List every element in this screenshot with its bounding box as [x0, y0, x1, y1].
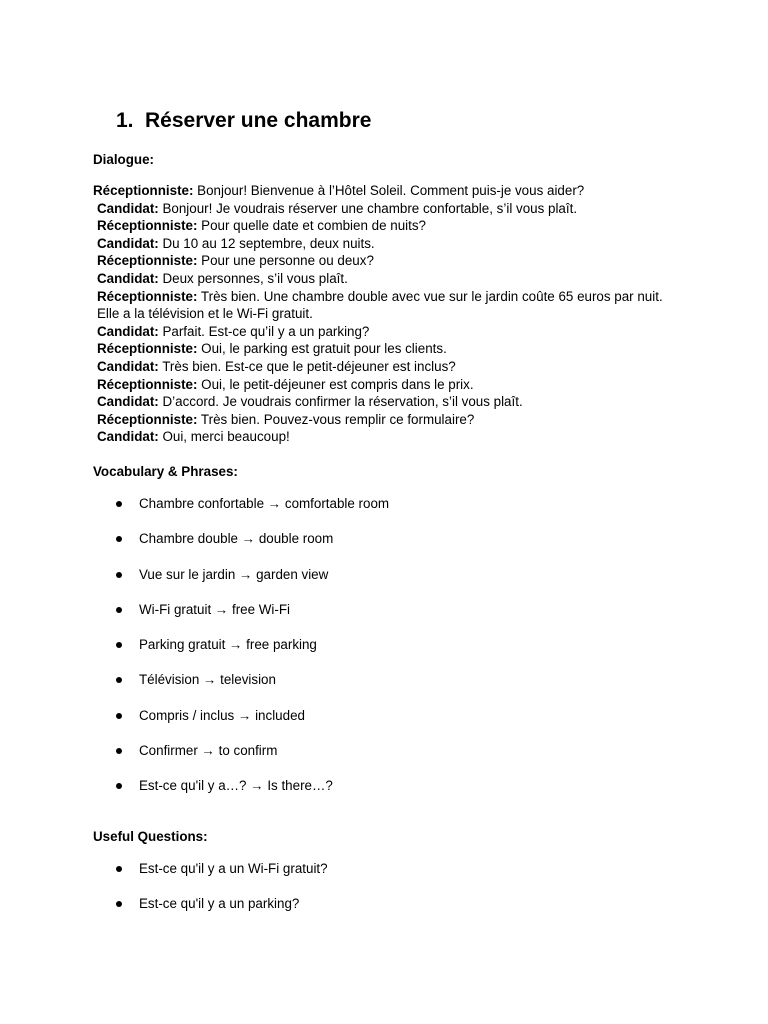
question-item-text: Est-ce qu'il y a un Wi-Fi gratuit?	[139, 861, 328, 876]
dialogue-text: Très bien. Une chambre double avec vue sur le jardin coûte 65 euros par nuit. Elle a la télévision et le Wi-Fi gratuit.	[97, 288, 663, 322]
dialogue-text: Du 10 au 12 septembre, deux nuits.	[158, 235, 375, 251]
speaker-name: Réceptionniste:	[97, 253, 198, 269]
speaker-name: Candidat:	[97, 358, 159, 374]
vocab-item	[93, 566, 389, 601]
dialogue-text: Oui, le parking est gratuit pour les clients.	[197, 341, 447, 357]
bullet-icon	[116, 901, 122, 907]
bullet-icon	[116, 677, 122, 683]
vocab-item	[93, 601, 389, 636]
vocab-item	[93, 777, 389, 812]
dialogue-line	[93, 340, 678, 358]
bullet-icon	[116, 536, 122, 542]
vocab-item	[93, 671, 389, 706]
speaker-name: Réceptionniste:	[97, 376, 198, 392]
speaker-name: Réceptionniste:	[97, 218, 198, 234]
bullet-icon	[116, 572, 122, 578]
speaker-name: Réceptionniste:	[97, 341, 198, 357]
dialogue-text: Pour une personne ou deux?	[197, 253, 374, 269]
speaker-name: Candidat:	[97, 429, 159, 445]
speaker-name: Candidat:	[97, 270, 159, 286]
vocab-item-text: Parking gratuit → free parking	[139, 637, 317, 653]
bullet-icon	[116, 783, 122, 789]
vocab-item	[93, 530, 389, 565]
dialogue-line	[93, 182, 678, 200]
dialogue-line	[93, 428, 678, 446]
questions-list	[93, 860, 328, 931]
vocab-item-text: Vue sur le jardin → garden view	[139, 566, 329, 582]
page-title	[116, 108, 371, 134]
dialogue-line	[93, 323, 678, 341]
vocab-item-text: Confirmer → to confirm	[139, 743, 278, 759]
bullet-icon	[116, 713, 122, 719]
question-item	[93, 860, 328, 895]
title-number: 1.	[116, 109, 134, 132]
dialogue-text: Oui, le petit-déjeuner est compris dans le prix.	[197, 376, 474, 392]
dialogue-line	[93, 376, 678, 394]
dialogue-text: Pour quelle date et combien de nuits?	[197, 218, 426, 234]
dialogue-line	[93, 358, 678, 376]
dialogue-heading: Dialogue:	[93, 152, 155, 167]
vocab-item-text: Chambre confortable → comfortable room	[139, 496, 390, 511]
dialogue-text: D’accord. Je voudrais confirmer la réservation, s’il vous plaît.	[158, 394, 523, 410]
speaker-name: Réceptionniste:	[97, 411, 198, 427]
bullet-icon	[116, 501, 122, 507]
dialogue-line	[93, 411, 678, 429]
dialogue-line	[93, 393, 678, 411]
vocab-item	[93, 636, 389, 671]
vocab-item-text: Compris / inclus → included	[139, 707, 305, 723]
speaker-name: Réceptionniste:	[97, 288, 198, 304]
vocab-item	[93, 707, 389, 742]
speaker-name: Réceptionniste:	[93, 183, 194, 198]
bullet-icon	[116, 642, 122, 648]
title-text: Réserver une chambre	[145, 109, 372, 132]
vocab-item-text: Est-ce qu'il y a…? → Is there…?	[139, 778, 333, 794]
dialogue-line	[93, 252, 678, 270]
vocab-item-text: Chambre double → double room	[139, 531, 334, 547]
speaker-name: Candidat:	[97, 394, 159, 410]
dialogue-line	[93, 217, 678, 235]
vocab-item-text: Télévision → television	[139, 672, 276, 688]
speaker-name: Candidat:	[97, 323, 159, 339]
bullet-icon	[116, 866, 122, 872]
dialogue-text: Deux personnes, s’il vous plaît.	[158, 270, 348, 286]
speaker-name: Candidat:	[97, 200, 159, 216]
bullet-icon	[116, 748, 122, 754]
dialogue-text: Très bien. Est-ce que le petit-déjeuner est inclus?	[158, 358, 456, 374]
dialogue-line	[93, 200, 678, 218]
vocab-item-text: Wi-Fi gratuit → free Wi-Fi	[139, 601, 291, 617]
questions-heading: Useful Questions:	[93, 829, 208, 844]
vocab-item	[93, 742, 389, 777]
dialogue-text: Parfait. Est-ce qu’il y a un parking?	[158, 323, 370, 339]
dialogue-line	[93, 288, 678, 323]
dialogue-line	[93, 235, 678, 253]
bullet-icon	[116, 607, 122, 613]
vocab-heading: Vocabulary & Phrases:	[93, 464, 238, 479]
question-item-text: Est-ce qu'il y a un parking?	[139, 896, 300, 912]
vocab-list	[93, 495, 389, 813]
dialogue-text: Oui, merci beaucoup!	[158, 429, 290, 445]
dialogue-text: Bonjour! Bienvenue à l’Hôtel Soleil. Comment puis-je vous aider?	[193, 183, 585, 198]
vocab-item	[93, 495, 389, 530]
dialogue-text: Très bien. Pouvez-vous remplir ce formulaire?	[197, 411, 475, 427]
speaker-name: Candidat:	[97, 235, 159, 251]
dialogue-text: Bonjour! Je voudrais réserver une chambre confortable, s’il vous plaît.	[158, 200, 578, 216]
question-item	[93, 895, 328, 930]
dialogue-block	[93, 182, 678, 446]
dialogue-line	[93, 270, 678, 288]
